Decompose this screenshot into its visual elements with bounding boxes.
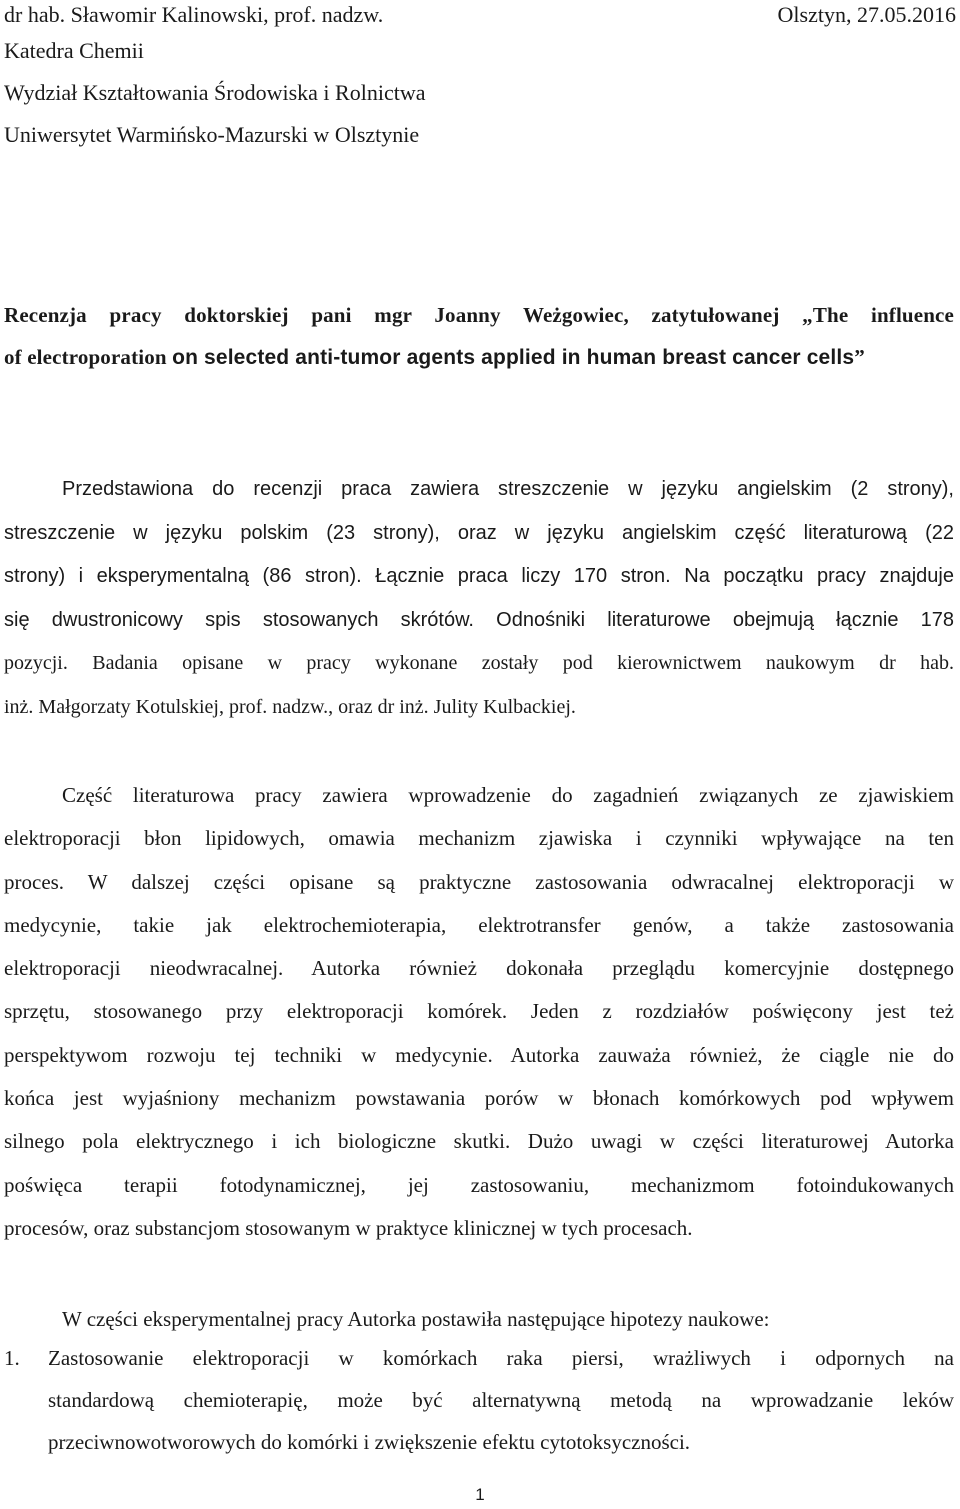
paragraph-structure bbox=[4, 468, 954, 729]
affiliation-faculty: Wydział Kształtowania Środowiska i Rolnictwa bbox=[4, 80, 426, 105]
page-number: 1 bbox=[475, 1485, 485, 1504]
paragraph-line: Przedstawiona do recenzji praca zawiera streszczenie w języku angielskim (2 strony), bbox=[62, 478, 954, 500]
paragraph-literature bbox=[4, 774, 954, 1250]
list-item-line: przeciwnowotworowych do komórki i zwiększenie efektu cytotoksyczności. bbox=[48, 1430, 691, 1454]
paragraph-line: końca jest wyjaśniony mechanizm powstawania porów w błonach komórkowych pod wpływem bbox=[4, 1086, 954, 1111]
title-line-2-sans: on selected anti-tumor agents applied in human breast cancer cells bbox=[172, 346, 855, 369]
paragraph-line: silnego pola elektrycznego i ich biologiczne skutki. Dużo uwagi w części literaturowej Autorka bbox=[4, 1129, 954, 1154]
title-line-2 bbox=[4, 336, 954, 379]
paragraph-line: streszczenie w języku polskim (23 strony), oraz w języku angielskim część literaturową (22 bbox=[4, 521, 954, 544]
list-item bbox=[4, 1337, 954, 1463]
paragraph-line: strony) i eksperymentalną (86 stron). Łącznie praca liczy 170 stron. Na początku pracy znajduje bbox=[4, 565, 954, 587]
paragraph-line: perspektywom rozwoju tej techniki w medycynie. Autorka zauważa również, że ciągle nie do bbox=[4, 1042, 954, 1067]
hypotheses-list bbox=[4, 1337, 954, 1463]
paragraph-line: elektroporacji nieodwracalnej. Autorka również dokonała przeglądu komercyjnie dostępnego bbox=[4, 956, 954, 981]
paragraph-line: sprzętu, stosowanego przy elektroporacji komórek. Jeden z rozdziałów poświęcony jest też bbox=[4, 999, 954, 1024]
review-title bbox=[4, 294, 954, 379]
paragraph-line: W części eksperymentalnej pracy Autorka postawiła następujące hipotezy naukowe: bbox=[62, 1307, 770, 1331]
paragraph-line: elektroporacji błon lipidowych, omawia mechanizm zjawiska i czynniki wpływające na ten bbox=[4, 826, 954, 851]
paragraph-line: inż. Małgorzaty Kotulskiej, prof. nadzw., oraz dr inż. Julity Kulbackiej. bbox=[4, 695, 576, 718]
letter-header bbox=[4, 0, 956, 30]
paragraph-line: proces. W dalszej części opisane są praktyczne zastosowania odwracalnej elektroporacji w bbox=[4, 869, 954, 894]
list-item-number: 1. bbox=[4, 1346, 20, 1370]
paragraph-line: poświęca terapii fotodynamicznej, jej zastosowaniu, mechanizmom fotoindukowanych bbox=[4, 1172, 954, 1197]
title-line-2-end: ” bbox=[854, 345, 865, 369]
affiliation-block bbox=[4, 30, 425, 156]
paragraph-line: pozycji. Badania opisane w pracy wykonane zostały pod kierownictwem naukowym dr hab. bbox=[4, 652, 954, 674]
paragraph-hypotheses-intro bbox=[4, 1299, 954, 1340]
paragraph-line: Część literaturowa pracy zawiera wprowadzenie do zagadnień związanych ze zjawiskiem bbox=[62, 783, 954, 807]
reviewer-name: dr hab. Sławomir Kalinowski, prof. nadzw. bbox=[4, 2, 384, 27]
paragraph-line: procesów, oraz substancjom stosowanym w praktyce klinicznej w tych procesach. bbox=[4, 1215, 693, 1240]
title-line-2-start: of electroporation bbox=[4, 345, 173, 369]
affiliation-university: Uniwersytet Warmińsko-Mazurski w Olsztynie bbox=[4, 122, 420, 147]
paragraph-line: medycynie, takie jak elektrochemioterapia, elektrotransfer genów, a także zastosowania bbox=[4, 912, 954, 937]
list-item-text bbox=[48, 1337, 954, 1463]
title-line-1: Recenzja pracy doktorskiej pani mgr Joanny Weżgowiec, zatytułowanej „The influence bbox=[4, 303, 954, 327]
place-date: Olsztyn, 27.05.2016 bbox=[777, 2, 956, 27]
paragraph-line: się dwustronicowy spis stosowanych skrótów. Odnośniki literaturowe obejmują łącznie 178 bbox=[4, 608, 954, 631]
list-item-line: Zastosowanie elektroporacji w komórkach raka piersi, wrażliwych i odpornych na bbox=[48, 1346, 954, 1370]
affiliation-department: Katedra Chemii bbox=[4, 38, 144, 63]
list-item-line: standardową chemioterapię, może być alternatywną metodą na wprowadzanie leków bbox=[48, 1388, 954, 1412]
